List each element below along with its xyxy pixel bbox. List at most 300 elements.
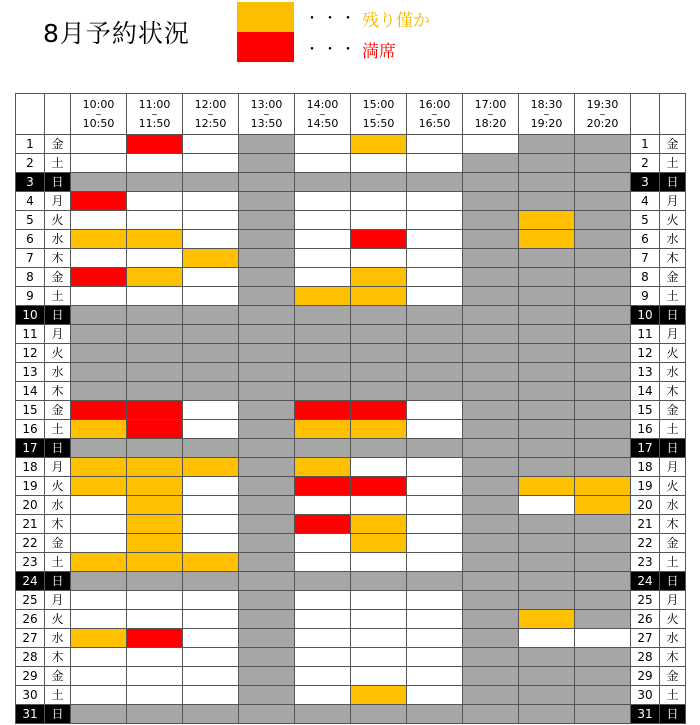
slot-open bbox=[71, 667, 127, 686]
slot-open bbox=[407, 591, 463, 610]
slot-open bbox=[183, 192, 239, 211]
slot-closed bbox=[239, 211, 295, 230]
day-of-week-right: 日 bbox=[660, 439, 686, 458]
day-number: 13 bbox=[16, 363, 45, 382]
day-of-week-right: 木 bbox=[660, 515, 686, 534]
slot-closed bbox=[575, 306, 631, 325]
slot-closed bbox=[519, 135, 575, 154]
slot-start-time: 11:00 bbox=[138, 97, 171, 111]
day-number: 30 bbox=[16, 686, 45, 705]
slot-open bbox=[183, 287, 239, 306]
slot-open bbox=[407, 553, 463, 572]
slot-few-left bbox=[127, 496, 183, 515]
slot-open bbox=[183, 401, 239, 420]
slot-open bbox=[295, 268, 351, 287]
slot-open bbox=[407, 135, 463, 154]
slot-open bbox=[183, 268, 239, 287]
day-number: 5 bbox=[16, 211, 45, 230]
slot-closed bbox=[463, 173, 519, 192]
slot-closed bbox=[463, 648, 519, 667]
slot-closed bbox=[295, 705, 351, 724]
slot-closed bbox=[575, 192, 631, 211]
slot-start-time: 18:30 bbox=[530, 97, 563, 111]
day-of-week: 土 bbox=[45, 154, 71, 173]
slot-closed bbox=[407, 572, 463, 591]
slot-full bbox=[127, 401, 183, 420]
slot-closed bbox=[127, 705, 183, 724]
slot-full bbox=[351, 230, 407, 249]
slot-closed bbox=[575, 458, 631, 477]
slot-tilde: ~ bbox=[487, 109, 494, 119]
slot-end-time: 20:20 bbox=[586, 116, 619, 130]
day-number-right: 15 bbox=[631, 401, 660, 420]
slot-tilde: ~ bbox=[543, 109, 550, 119]
slot-closed bbox=[519, 173, 575, 192]
slot-closed bbox=[519, 439, 575, 458]
time-slot-header bbox=[127, 94, 183, 135]
slot-closed bbox=[463, 458, 519, 477]
day-number: 8 bbox=[16, 268, 45, 287]
day-number-right: 30 bbox=[631, 686, 660, 705]
slot-few-left bbox=[183, 458, 239, 477]
day-of-week-right: 木 bbox=[660, 249, 686, 268]
slot-end-time: 14:50 bbox=[306, 116, 339, 130]
slot-closed bbox=[239, 230, 295, 249]
slot-closed bbox=[463, 268, 519, 287]
day-of-week-right: 土 bbox=[660, 420, 686, 439]
day-number: 21 bbox=[16, 515, 45, 534]
slot-closed bbox=[519, 591, 575, 610]
slot-closed bbox=[239, 268, 295, 287]
day-row bbox=[16, 648, 686, 667]
time-slot-header bbox=[351, 94, 407, 135]
slot-few-left bbox=[71, 553, 127, 572]
day-of-week: 月 bbox=[45, 591, 71, 610]
slot-closed bbox=[407, 382, 463, 401]
slot-open bbox=[127, 648, 183, 667]
slot-closed bbox=[183, 382, 239, 401]
day-of-week-right: 木 bbox=[660, 382, 686, 401]
slot-few-left bbox=[127, 515, 183, 534]
slot-closed bbox=[239, 610, 295, 629]
slot-closed bbox=[351, 325, 407, 344]
slot-open bbox=[407, 420, 463, 439]
day-number: 2 bbox=[16, 154, 45, 173]
slot-open bbox=[183, 496, 239, 515]
slot-few-left bbox=[71, 477, 127, 496]
legend-swatch-few-left bbox=[237, 2, 294, 32]
slot-closed bbox=[127, 173, 183, 192]
slot-closed bbox=[519, 249, 575, 268]
slot-few-left bbox=[127, 534, 183, 553]
day-of-week: 水 bbox=[45, 230, 71, 249]
slot-closed bbox=[463, 420, 519, 439]
slot-closed bbox=[127, 439, 183, 458]
slot-closed bbox=[463, 572, 519, 591]
slot-open bbox=[407, 496, 463, 515]
day-of-week: 土 bbox=[45, 420, 71, 439]
slot-open bbox=[295, 629, 351, 648]
day-row bbox=[16, 420, 686, 439]
slot-closed bbox=[351, 344, 407, 363]
day-row bbox=[16, 382, 686, 401]
day-row bbox=[16, 325, 686, 344]
day-number: 3 bbox=[16, 173, 45, 192]
slot-tilde: ~ bbox=[431, 109, 438, 119]
legend-label-full: 満席 bbox=[362, 42, 396, 62]
day-number-right: 21 bbox=[631, 515, 660, 534]
day-number-right: 8 bbox=[631, 268, 660, 287]
slot-full bbox=[295, 515, 351, 534]
slot-open bbox=[71, 686, 127, 705]
day-of-week-right: 日 bbox=[660, 306, 686, 325]
slot-open bbox=[71, 534, 127, 553]
day-row bbox=[16, 477, 686, 496]
slot-few-left bbox=[127, 477, 183, 496]
slot-closed bbox=[463, 306, 519, 325]
slot-closed bbox=[463, 515, 519, 534]
day-row bbox=[16, 230, 686, 249]
slot-end-time: 18:20 bbox=[474, 116, 507, 130]
header-dow-blank bbox=[45, 94, 71, 135]
day-number-right: 4 bbox=[631, 192, 660, 211]
slot-closed bbox=[183, 344, 239, 363]
time-slot-header bbox=[239, 94, 295, 135]
slot-few-left bbox=[519, 211, 575, 230]
slot-open bbox=[295, 534, 351, 553]
day-row bbox=[16, 553, 686, 572]
slot-start-time: 17:00 bbox=[474, 97, 507, 111]
page-title: 8月予約状況 bbox=[43, 19, 190, 48]
day-of-week: 木 bbox=[45, 648, 71, 667]
day-of-week-right: 月 bbox=[660, 591, 686, 610]
slot-closed bbox=[575, 344, 631, 363]
slot-open bbox=[71, 648, 127, 667]
slot-closed bbox=[407, 439, 463, 458]
slot-open bbox=[351, 553, 407, 572]
day-number-right: 29 bbox=[631, 667, 660, 686]
slot-tilde: ~ bbox=[599, 109, 606, 119]
day-number-right: 20 bbox=[631, 496, 660, 515]
slot-closed bbox=[239, 591, 295, 610]
slot-closed bbox=[463, 629, 519, 648]
slot-open bbox=[407, 154, 463, 173]
day-number: 6 bbox=[16, 230, 45, 249]
slot-closed bbox=[71, 325, 127, 344]
day-of-week: 火 bbox=[45, 610, 71, 629]
slot-closed bbox=[239, 287, 295, 306]
slot-open bbox=[183, 135, 239, 154]
slot-closed bbox=[463, 496, 519, 515]
slot-open bbox=[71, 135, 127, 154]
day-of-week-right: 日 bbox=[660, 173, 686, 192]
day-of-week-right: 水 bbox=[660, 363, 686, 382]
slot-end-time: 11:50 bbox=[138, 116, 171, 130]
day-number: 19 bbox=[16, 477, 45, 496]
slot-closed bbox=[183, 173, 239, 192]
day-of-week: 金 bbox=[45, 268, 71, 287]
day-of-week-right: 金 bbox=[660, 268, 686, 287]
day-row bbox=[16, 401, 686, 420]
slot-tilde: ~ bbox=[207, 109, 214, 119]
day-of-week-right: 金 bbox=[660, 401, 686, 420]
slot-closed bbox=[463, 287, 519, 306]
slot-open bbox=[295, 192, 351, 211]
slot-open bbox=[127, 287, 183, 306]
day-number-right: 26 bbox=[631, 610, 660, 629]
slot-open bbox=[407, 686, 463, 705]
day-of-week: 日 bbox=[45, 306, 71, 325]
day-of-week: 月 bbox=[45, 192, 71, 211]
day-of-week: 木 bbox=[45, 382, 71, 401]
slot-open bbox=[407, 268, 463, 287]
day-of-week: 日 bbox=[45, 705, 71, 724]
slot-closed bbox=[239, 705, 295, 724]
slot-closed bbox=[351, 439, 407, 458]
slot-few-left bbox=[183, 553, 239, 572]
slot-tilde: ~ bbox=[263, 109, 270, 119]
slot-few-left bbox=[519, 230, 575, 249]
day-row bbox=[16, 363, 686, 382]
day-of-week-right: 土 bbox=[660, 553, 686, 572]
slot-closed bbox=[519, 667, 575, 686]
day-number: 11 bbox=[16, 325, 45, 344]
day-number: 17 bbox=[16, 439, 45, 458]
slot-closed bbox=[519, 686, 575, 705]
day-of-week: 土 bbox=[45, 686, 71, 705]
slot-closed bbox=[575, 420, 631, 439]
slot-closed bbox=[127, 344, 183, 363]
day-number-right: 14 bbox=[631, 382, 660, 401]
slot-closed bbox=[519, 192, 575, 211]
day-of-week: 水 bbox=[45, 496, 71, 515]
day-of-week-right: 火 bbox=[660, 211, 686, 230]
slot-closed bbox=[463, 705, 519, 724]
slot-closed bbox=[463, 230, 519, 249]
slot-closed bbox=[407, 344, 463, 363]
day-number-right: 23 bbox=[631, 553, 660, 572]
legend-dots: ・・・ bbox=[305, 42, 359, 58]
day-of-week-right: 土 bbox=[660, 686, 686, 705]
slot-closed bbox=[239, 496, 295, 515]
slot-open bbox=[71, 496, 127, 515]
slot-closed bbox=[575, 287, 631, 306]
legend-label-few-left: 残り僅か bbox=[362, 11, 430, 31]
day-number-right: 28 bbox=[631, 648, 660, 667]
slot-closed bbox=[519, 344, 575, 363]
slot-closed bbox=[239, 249, 295, 268]
slot-open bbox=[351, 249, 407, 268]
slot-closed bbox=[519, 363, 575, 382]
day-number-right: 7 bbox=[631, 249, 660, 268]
slot-closed bbox=[575, 553, 631, 572]
slot-open bbox=[183, 154, 239, 173]
slot-closed bbox=[239, 572, 295, 591]
slot-closed bbox=[183, 363, 239, 382]
day-number-right: 10 bbox=[631, 306, 660, 325]
time-slot-header bbox=[407, 94, 463, 135]
slot-full bbox=[71, 192, 127, 211]
slot-few-left bbox=[351, 534, 407, 553]
day-number: 12 bbox=[16, 344, 45, 363]
slot-closed bbox=[575, 363, 631, 382]
slot-open bbox=[407, 667, 463, 686]
day-of-week: 金 bbox=[45, 667, 71, 686]
slot-closed bbox=[239, 325, 295, 344]
slot-end-time: 16:50 bbox=[418, 116, 451, 130]
slot-closed bbox=[519, 420, 575, 439]
day-row bbox=[16, 192, 686, 211]
slot-open bbox=[183, 686, 239, 705]
day-number: 1 bbox=[16, 135, 45, 154]
slot-closed bbox=[575, 439, 631, 458]
slot-open bbox=[407, 610, 463, 629]
slot-open bbox=[71, 287, 127, 306]
day-number: 23 bbox=[16, 553, 45, 572]
slot-closed bbox=[239, 686, 295, 705]
day-of-week: 月 bbox=[45, 325, 71, 344]
day-of-week-right: 水 bbox=[660, 230, 686, 249]
day-of-week-right: 木 bbox=[660, 648, 686, 667]
slot-open bbox=[407, 287, 463, 306]
day-of-week-right: 土 bbox=[660, 154, 686, 173]
day-number-right: 2 bbox=[631, 154, 660, 173]
slot-closed bbox=[463, 192, 519, 211]
slot-closed bbox=[575, 686, 631, 705]
slot-closed bbox=[127, 382, 183, 401]
slot-closed bbox=[71, 363, 127, 382]
slot-closed bbox=[295, 439, 351, 458]
slot-few-left bbox=[351, 135, 407, 154]
day-number: 9 bbox=[16, 287, 45, 306]
slot-full bbox=[127, 420, 183, 439]
slot-closed bbox=[407, 363, 463, 382]
slot-few-left bbox=[71, 458, 127, 477]
slot-closed bbox=[575, 382, 631, 401]
slot-open bbox=[407, 477, 463, 496]
slot-open bbox=[295, 648, 351, 667]
slot-few-left bbox=[351, 515, 407, 534]
slot-start-time: 14:00 bbox=[306, 97, 339, 111]
day-row bbox=[16, 439, 686, 458]
day-of-week-right: 金 bbox=[660, 667, 686, 686]
slot-closed bbox=[463, 344, 519, 363]
day-of-week: 土 bbox=[45, 287, 71, 306]
slot-closed bbox=[519, 154, 575, 173]
slot-open bbox=[351, 667, 407, 686]
day-number-right: 25 bbox=[631, 591, 660, 610]
day-of-week: 金 bbox=[45, 135, 71, 154]
day-row bbox=[16, 686, 686, 705]
slot-closed bbox=[295, 173, 351, 192]
slot-closed bbox=[575, 401, 631, 420]
day-number: 20 bbox=[16, 496, 45, 515]
header-dow-blank-right bbox=[660, 94, 686, 135]
slot-start-time: 15:00 bbox=[362, 97, 395, 111]
slot-end-time: 19:20 bbox=[530, 116, 563, 130]
slot-closed bbox=[407, 173, 463, 192]
day-number-right: 27 bbox=[631, 629, 660, 648]
day-number: 24 bbox=[16, 572, 45, 591]
slot-closed bbox=[519, 572, 575, 591]
slot-start-time: 10:00 bbox=[82, 97, 115, 111]
day-number: 15 bbox=[16, 401, 45, 420]
day-of-week: 火 bbox=[45, 344, 71, 363]
slot-few-left bbox=[575, 496, 631, 515]
slot-start-time: 16:00 bbox=[418, 97, 451, 111]
slot-full bbox=[71, 401, 127, 420]
slot-open bbox=[295, 135, 351, 154]
day-number-right: 18 bbox=[631, 458, 660, 477]
slot-closed bbox=[295, 363, 351, 382]
slot-closed bbox=[71, 705, 127, 724]
slot-closed bbox=[575, 705, 631, 724]
slot-few-left bbox=[127, 553, 183, 572]
slot-open bbox=[295, 496, 351, 515]
slot-open bbox=[351, 610, 407, 629]
slot-open bbox=[183, 591, 239, 610]
slot-open bbox=[407, 458, 463, 477]
slot-few-left bbox=[295, 458, 351, 477]
slot-closed bbox=[71, 306, 127, 325]
slot-few-left bbox=[351, 287, 407, 306]
slot-closed bbox=[71, 572, 127, 591]
legend-dots: ・・・ bbox=[305, 11, 359, 27]
slot-closed bbox=[127, 572, 183, 591]
day-number: 18 bbox=[16, 458, 45, 477]
slot-start-time: 19:30 bbox=[586, 97, 619, 111]
slot-open bbox=[127, 591, 183, 610]
day-row bbox=[16, 591, 686, 610]
day-of-week: 水 bbox=[45, 629, 71, 648]
slot-closed bbox=[463, 667, 519, 686]
slot-closed bbox=[239, 477, 295, 496]
slot-closed bbox=[239, 534, 295, 553]
slot-closed bbox=[239, 553, 295, 572]
slot-full bbox=[127, 135, 183, 154]
slot-closed bbox=[575, 591, 631, 610]
day-number-right: 12 bbox=[631, 344, 660, 363]
slot-closed bbox=[239, 648, 295, 667]
slot-closed bbox=[239, 439, 295, 458]
day-row bbox=[16, 211, 686, 230]
slot-closed bbox=[519, 325, 575, 344]
slot-few-left bbox=[127, 268, 183, 287]
slot-closed bbox=[127, 325, 183, 344]
slot-closed bbox=[463, 211, 519, 230]
day-number-right: 22 bbox=[631, 534, 660, 553]
slot-open bbox=[407, 648, 463, 667]
slot-open bbox=[71, 591, 127, 610]
slot-open bbox=[351, 192, 407, 211]
day-number-right: 13 bbox=[631, 363, 660, 382]
slot-closed bbox=[463, 439, 519, 458]
day-of-week: 日 bbox=[45, 173, 71, 192]
slot-closed bbox=[519, 705, 575, 724]
slot-closed bbox=[519, 515, 575, 534]
slot-open bbox=[295, 667, 351, 686]
day-of-week: 土 bbox=[45, 553, 71, 572]
day-row bbox=[16, 344, 686, 363]
slot-closed bbox=[71, 439, 127, 458]
day-number: 16 bbox=[16, 420, 45, 439]
slot-full bbox=[127, 629, 183, 648]
day-number-right: 24 bbox=[631, 572, 660, 591]
slot-closed bbox=[239, 154, 295, 173]
day-number-right: 9 bbox=[631, 287, 660, 306]
slot-open bbox=[407, 211, 463, 230]
slot-closed bbox=[463, 249, 519, 268]
